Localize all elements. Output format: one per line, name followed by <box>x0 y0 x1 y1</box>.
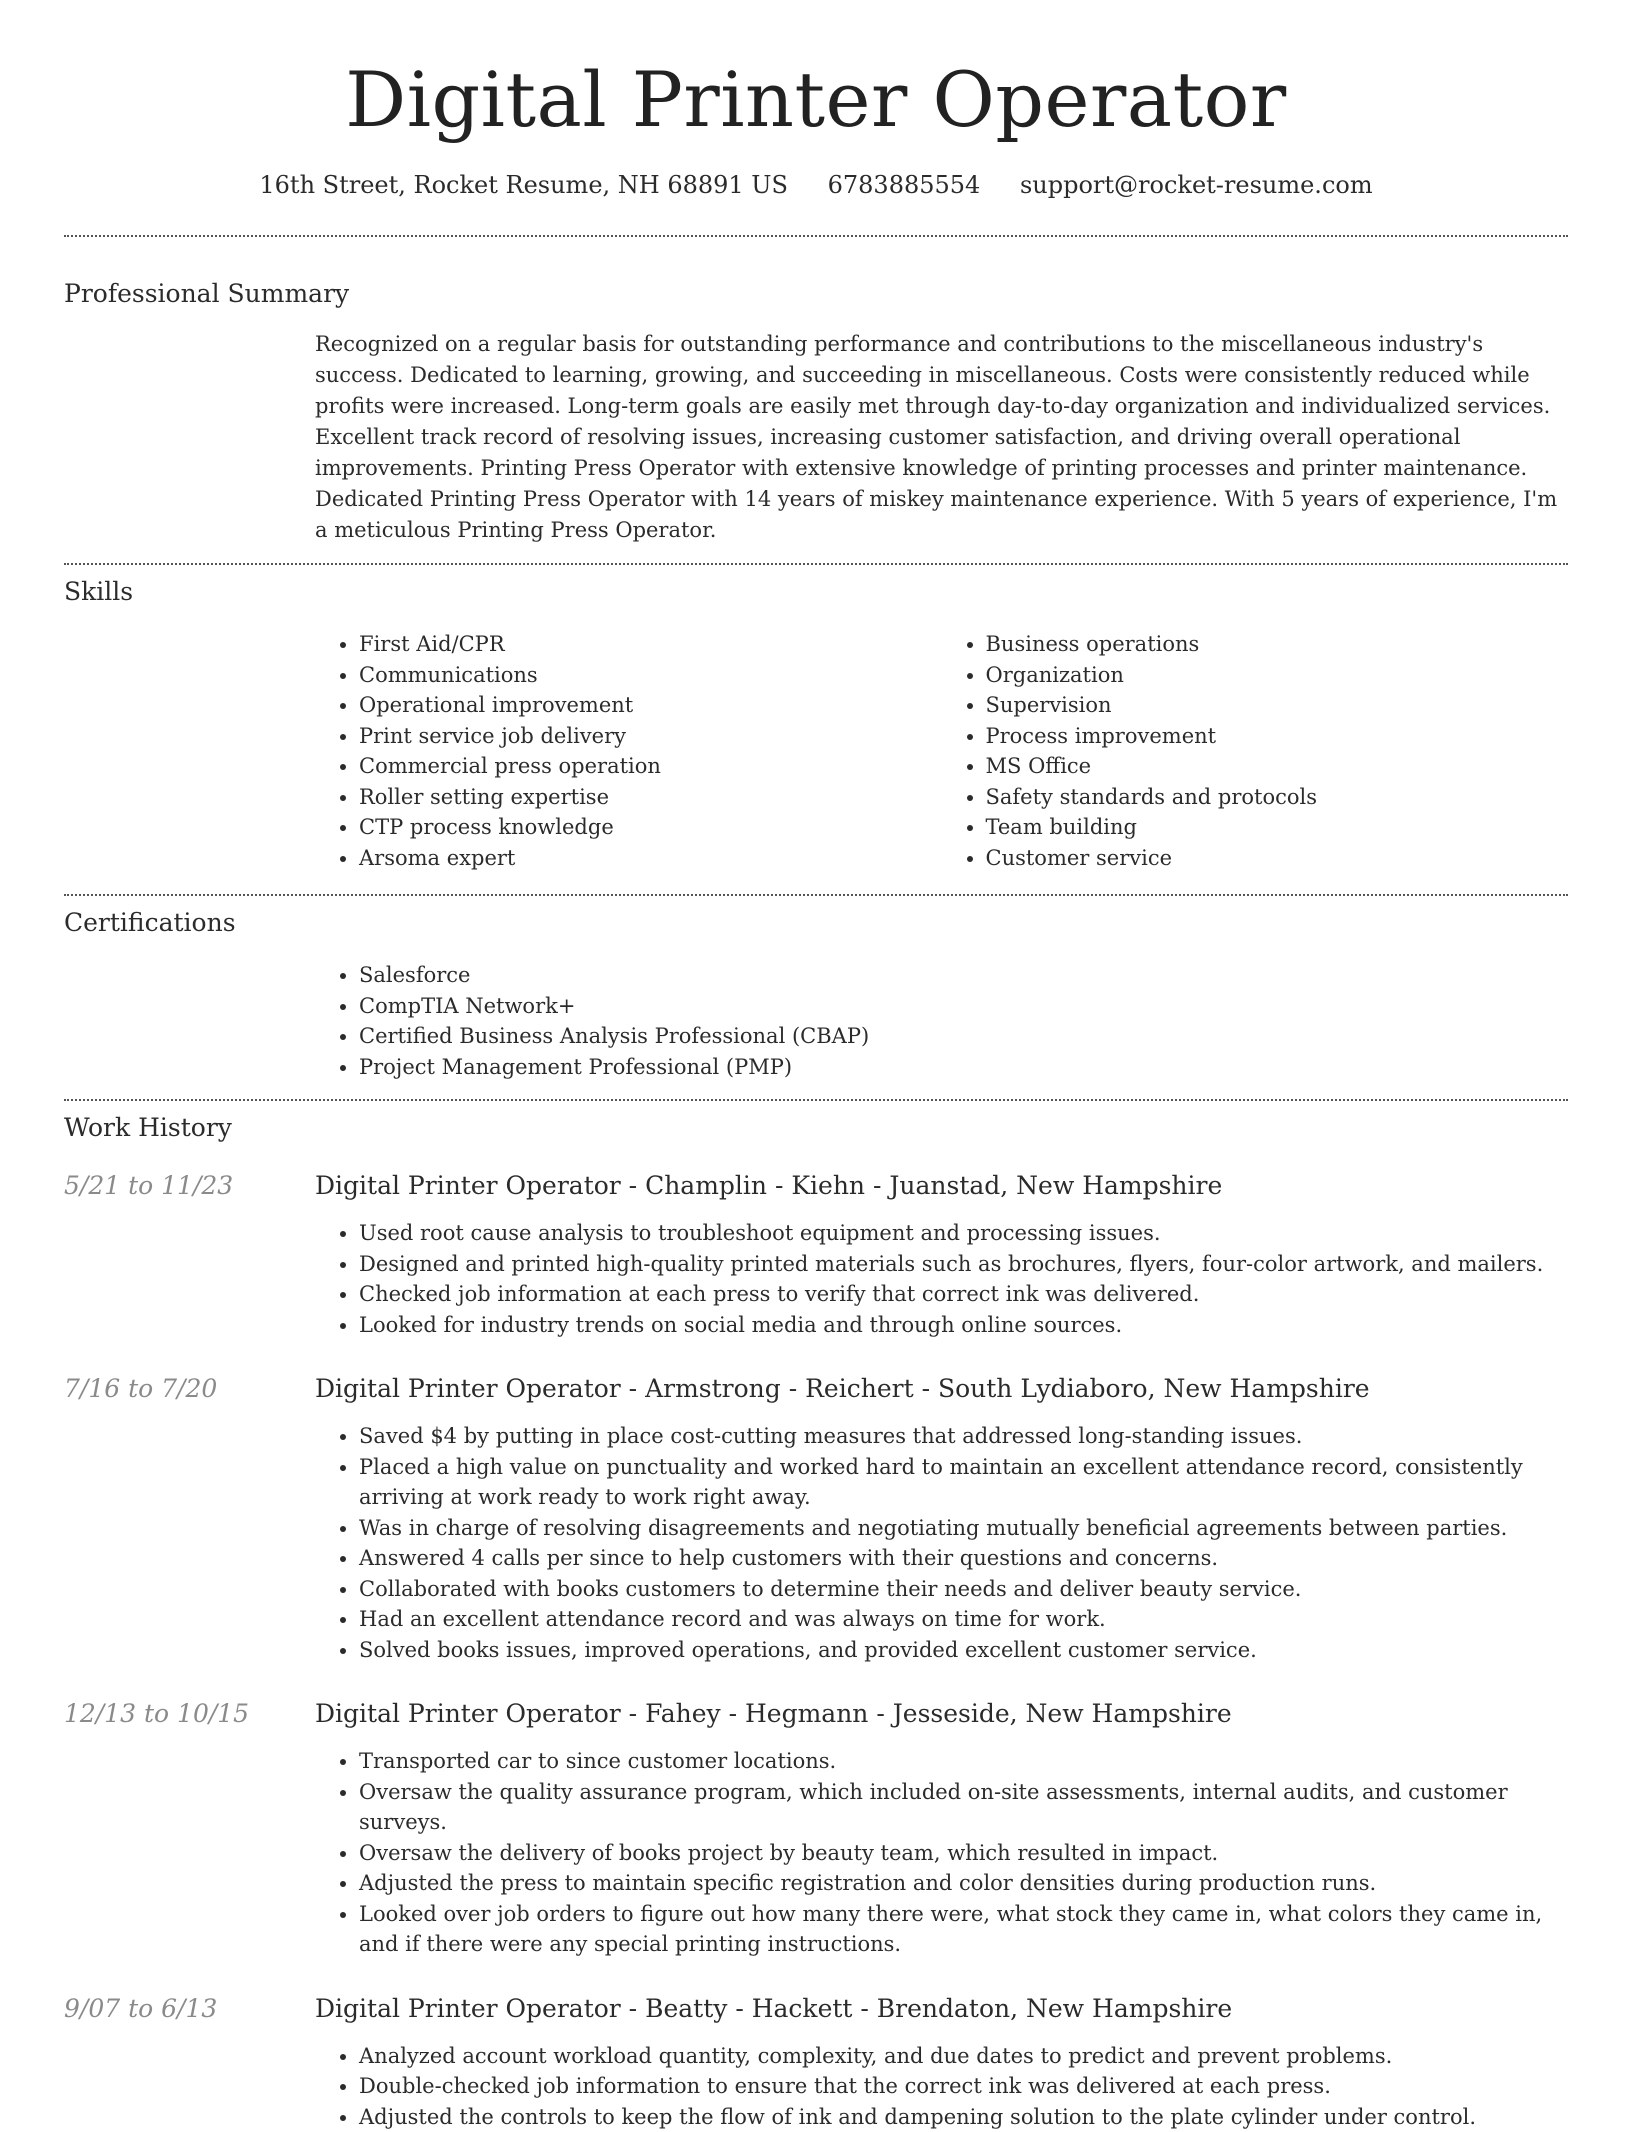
divider-certifications <box>64 1099 1568 1101</box>
section-title-skills: Skills <box>64 575 1568 609</box>
job-bullet: • Designed and printed high-quality printed materials such as brochures, flyers, four-color artwork, and mailers. <box>359 1249 1568 1280</box>
skill-item: • Organization <box>986 660 1569 691</box>
job-bullet: • Adjusted the press to maintain specific registration and color densities during production runs. <box>359 1868 1568 1899</box>
job-dates: 9/07 to 6/13 <box>64 1992 315 2026</box>
job-bullets <box>315 1746 1568 1960</box>
skill-item: • Commercial press operation <box>359 751 942 782</box>
job-title: Digital Printer Operator - Fahey - Hegmann - Jesseside, New Hampshire <box>315 1697 1232 1731</box>
job-dates: 7/16 to 7/20 <box>64 1372 315 1406</box>
section-title-work-history: Work History <box>64 1111 1568 1145</box>
job-bullet: • Transported car to since customer locations. <box>359 1746 1568 1777</box>
job-dates: 5/21 to 11/23 <box>64 1169 315 1203</box>
skill-item: • Team building <box>986 812 1569 843</box>
skill-item: • Process improvement <box>986 721 1569 752</box>
skill-item: • Operational improvement <box>359 690 942 721</box>
job-bullets <box>315 1421 1568 1665</box>
skill-item: • Communications <box>359 660 942 691</box>
skill-item: • Arsoma expert <box>359 843 942 874</box>
job-entry <box>64 1992 1568 2026</box>
certification-item: • CompTIA Network+ <box>359 991 1568 1022</box>
summary-text: Recognized on a regular basis for outstanding performance and contributions to the miscellaneous industry's success. Dedicated to learning, growing, and succeeding in miscellaneous. Costs were consistently reduced while profits were increased. Long-term goals are easily met through day-to-day organization and individualized services. Excellent track record of resolving issues, increasing customer satisfaction, and driving overall operational improvements. Printing Press Operator with extensive knowledge of printing processes and printer maintenance. Dedicated Printing Press Operator with 14 years of miskey maintenance experience. With 5 years of experience, I'm a meticulous Printing Press Operator. <box>315 329 1568 546</box>
skill-item: • MS Office <box>986 751 1569 782</box>
skill-item: • Print service job delivery <box>359 721 942 752</box>
contact-address: 16th Street, Rocket Resume, NH 68891 US <box>259 171 788 199</box>
skills-column-left <box>315 629 942 873</box>
job-bullet: • Looked for industry trends on social media and through online sources. <box>359 1310 1568 1341</box>
resume-page <box>64 0 1568 2132</box>
section-title-certifications: Certifications <box>64 906 1568 940</box>
section-title-summary: Professional Summary <box>64 277 1568 311</box>
job-bullet: • Oversaw the quality assurance program, which included on-site assessments, internal audits, and customer surveys. <box>359 1777 1568 1838</box>
skill-item: • Business operations <box>986 629 1569 660</box>
job-title: Digital Printer Operator - Armstrong - Reichert - South Lydiaboro, New Hampshire <box>315 1372 1370 1406</box>
job-entry <box>64 1697 1568 1731</box>
skill-item: • Supervision <box>986 690 1569 721</box>
job-bullet: • Double-checked job information to ensure that the correct ink was delivered at each press. <box>359 2071 1568 2102</box>
job-bullet: • Saved $4 by putting in place cost-cutting measures that addressed long-standing issues. <box>359 1421 1568 1452</box>
job-bullet: • Used root cause analysis to troubleshoot equipment and processing issues. <box>359 1218 1568 1249</box>
job-bullet: • Was in charge of resolving disagreements and negotiating mutually beneficial agreements between parties. <box>359 1513 1568 1544</box>
divider-summary <box>64 563 1568 565</box>
divider-skills <box>64 894 1568 896</box>
job-entry <box>64 1372 1568 1406</box>
job-bullets <box>315 2041 1568 2132</box>
contact-line <box>64 168 1568 202</box>
certification-item: • Certified Business Analysis Professional (CBAP) <box>359 1021 1568 1052</box>
skill-item: • CTP process knowledge <box>359 812 942 843</box>
skill-item: • Customer service <box>986 843 1569 874</box>
skills-column-right <box>942 629 1569 873</box>
certification-item: • Project Management Professional (PMP) <box>359 1052 1568 1083</box>
job-dates: 12/13 to 10/15 <box>64 1697 315 1731</box>
job-bullet: • Checked job information at each press to verify that correct ink was delivered. <box>359 1279 1568 1310</box>
job-bullet: • Placed a high value on punctuality and worked hard to maintain an excellent attendance record, consistently arriving at work ready to work right away. <box>359 1452 1568 1513</box>
job-bullet: • Looked over job orders to figure out how many there were, what stock they came in, what colors they came in, and if there were any special printing instructions. <box>359 1899 1568 1960</box>
job-bullet: • Adjusted the controls to keep the flow of ink and dampening solution to the plate cylinder under control. <box>359 2102 1568 2132</box>
skill-item: • First Aid/CPR <box>359 629 942 660</box>
skill-item: • Roller setting expertise <box>359 782 942 813</box>
job-title: Digital Printer Operator - Champlin - Kiehn - Juanstad, New Hampshire <box>315 1169 1222 1203</box>
job-bullets <box>315 1218 1568 1340</box>
certification-item: • Salesforce <box>359 960 1568 991</box>
job-entry <box>64 1169 1568 1203</box>
job-bullet: • Had an excellent attendance record and was always on time for work. <box>359 1604 1568 1635</box>
contact-email[interactable]: support@rocket-resume.com <box>1020 171 1373 199</box>
contact-phone: 6783885554 <box>828 171 981 199</box>
resume-name: Digital Printer Operator <box>64 0 1568 148</box>
certifications-list <box>315 960 1568 1082</box>
job-bullet: • Oversaw the delivery of books project by beauty team, which resulted in impact. <box>359 1838 1568 1869</box>
divider-header <box>64 235 1568 237</box>
job-bullet: • Analyzed account workload quantity, complexity, and due dates to predict and prevent problems. <box>359 2041 1568 2072</box>
skill-item: • Safety standards and protocols <box>986 782 1569 813</box>
job-bullet: • Answered 4 calls per since to help customers with their questions and concerns. <box>359 1543 1568 1574</box>
job-bullet: • Solved books issues, improved operations, and provided excellent customer service. <box>359 1635 1568 1666</box>
job-title: Digital Printer Operator - Beatty - Hackett - Brendaton, New Hampshire <box>315 1992 1232 2026</box>
job-bullet: • Collaborated with books customers to determine their needs and deliver beauty service. <box>359 1574 1568 1605</box>
skills-list <box>315 629 1568 873</box>
